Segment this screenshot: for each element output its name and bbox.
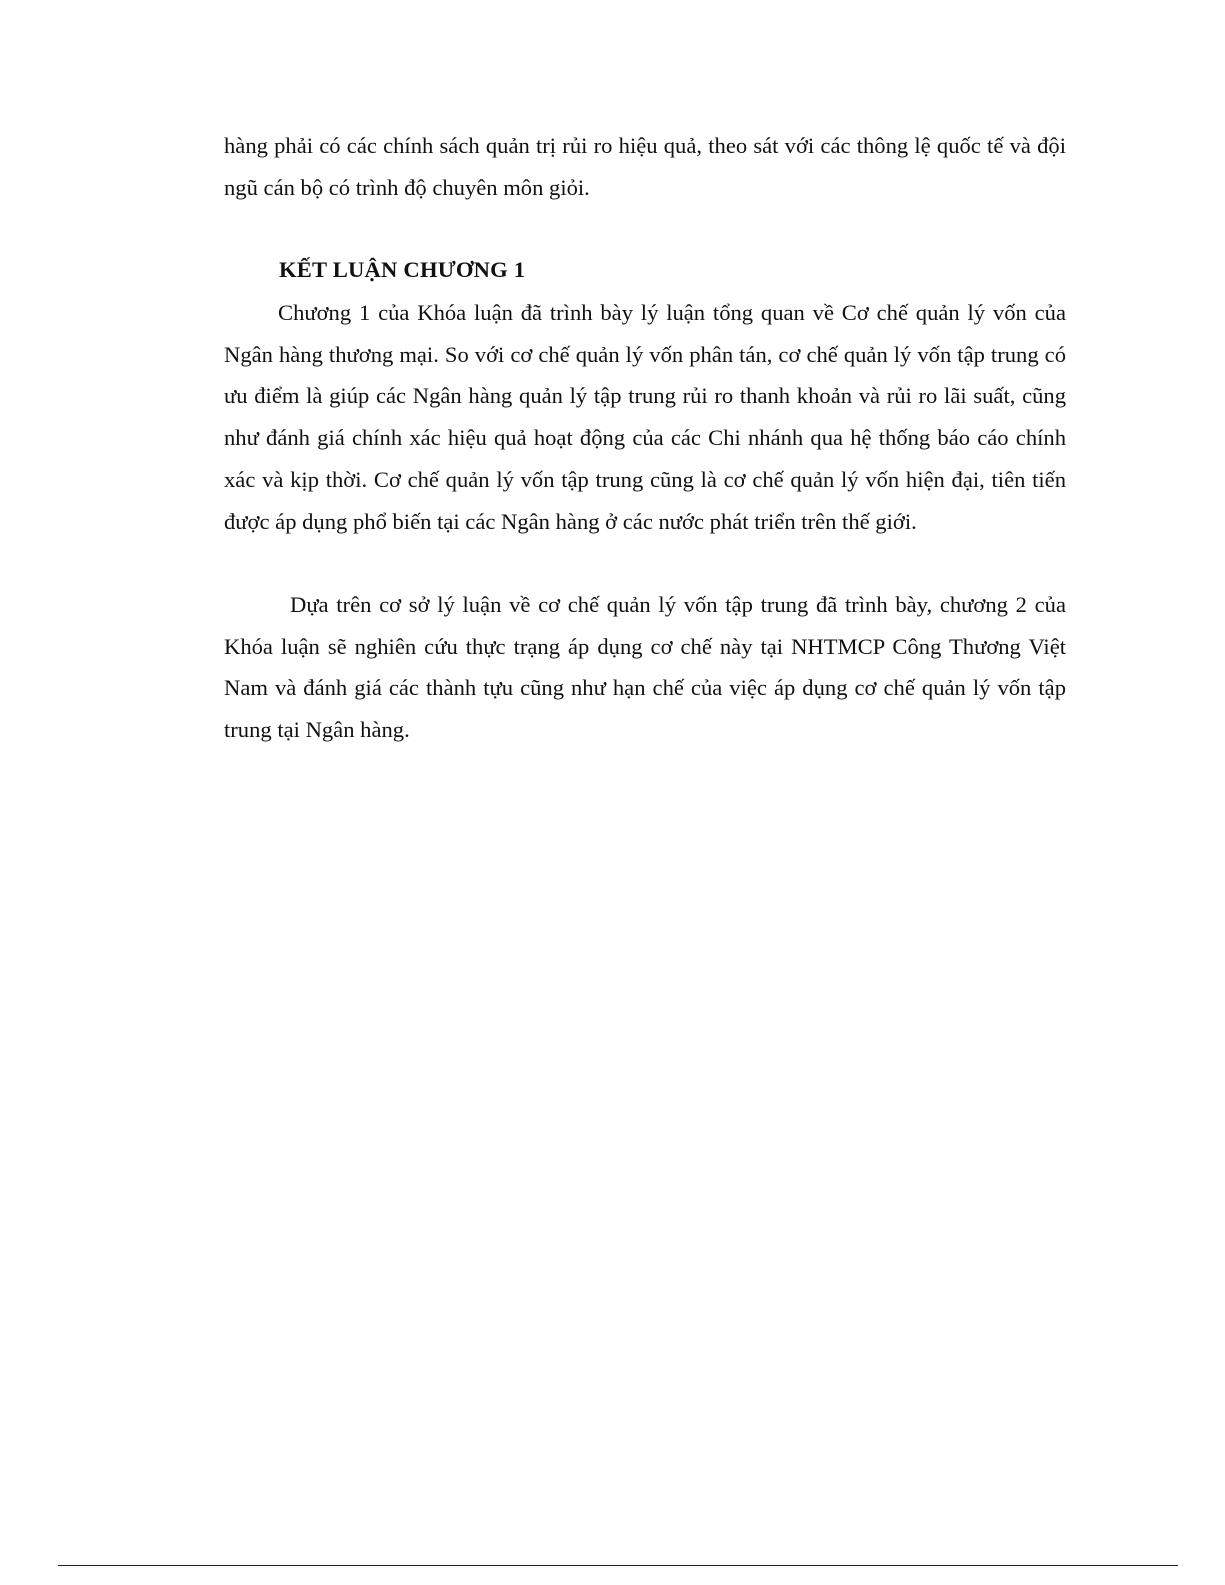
page-bottom-rule — [58, 1565, 1178, 1566]
conclusion-paragraph-1: Chương 1 của Khóa luận đã trình bày lý luận tổng quan về Cơ chế quản lý vốn của Ngân hàng thương mại. So với cơ chế quản lý vốn phân tán, cơ chế quản lý vốn tập trung có ưu điểm là giúp các Ngân hàng quản lý tập trung rủi ro thanh khoản và rủi ro lãi suất, cũng như đánh giá chính xác hiệu quả hoạt động của các Chi nhánh qua hệ thống báo cáo chính xác và kịp thời. Cơ chế quản lý vốn tập trung cũng là cơ chế quản lý vốn hiện đại, tiên tiến được áp dụng phổ biến tại các Ngân hàng ở các nước phát triển trên thế giới. — [224, 300, 1066, 534]
intro-paragraph: hàng phải có các chính sách quản trị rủi ro hiệu quả, theo sát với các thông lệ quốc tế và đội ngũ cán bộ có trình độ chuyên môn giỏi. — [224, 133, 1066, 200]
conclusion-paragraph-2: Dựa trên cơ sở lý luận về cơ chế quản lý vốn tập trung đã trình bày, chương 2 của Khóa luận sẽ nghiên cứu thực trạng áp dụng cơ chế này tại NHTMCP Công Thương Việt Nam và đánh giá các thành tựu cũng như hạn chế của việc áp dụng cơ chế quản lý vốn tập trung tại Ngân hàng. — [224, 592, 1066, 743]
section-heading: KẾT LUẬN CHƯƠNG 1 — [279, 257, 526, 282]
